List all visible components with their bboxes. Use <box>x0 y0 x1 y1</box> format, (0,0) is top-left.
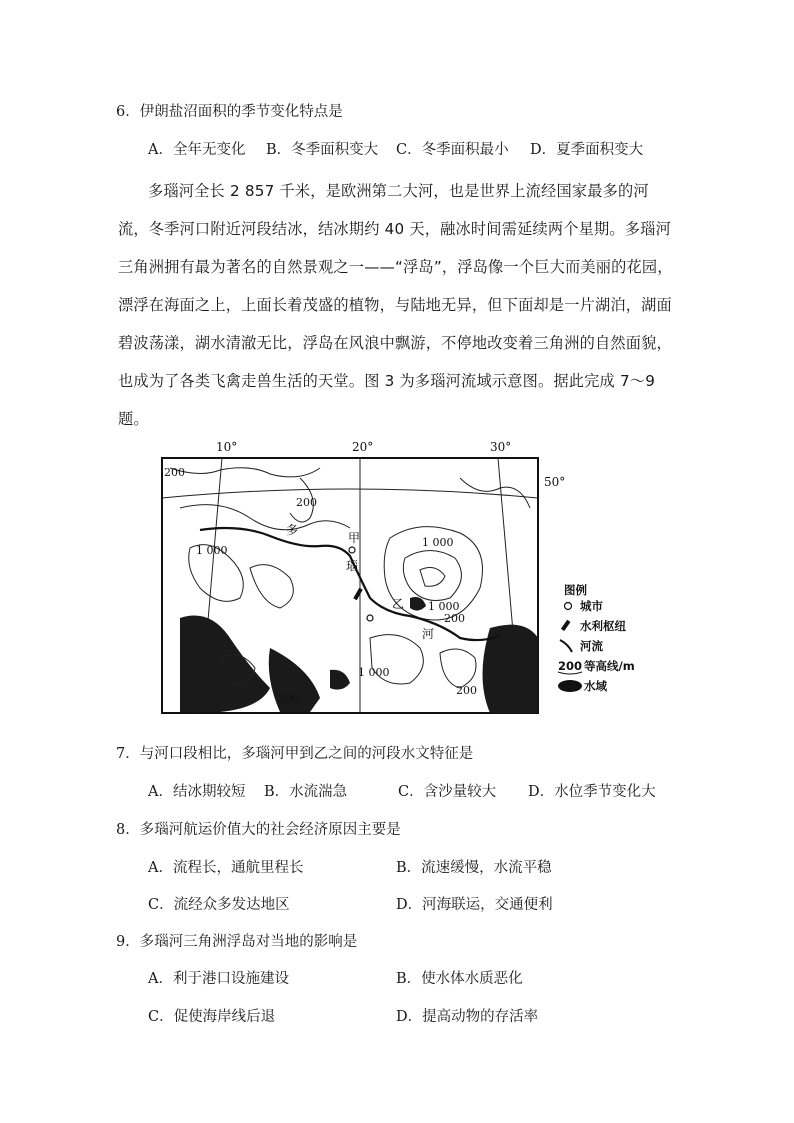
q6-option-a: A．全年无变化 <box>148 142 246 158</box>
lon-label-30: 30° <box>490 440 512 454</box>
map-legend <box>558 583 635 693</box>
q6-option-c: C．冬季面积最小 <box>396 142 509 158</box>
legend-title: 图例 <box>564 583 587 597</box>
lon-label-10: 10° <box>216 440 238 454</box>
q6-stem: 6．伊朗盐沼面积的季节变化特点是 <box>116 104 343 120</box>
legend-water: 水域 <box>584 679 607 693</box>
passage-text: 多瑙河全长 2 857 千米，是欧洲第二大河，也是世界上流经国家最多的河流，冬季河口附近河段结冰，结冰期约 40 天，融冰时间需延续两个星期。多瑙河三角洲拥有最为著名的自然景观之一——“浮岛”，浮岛像一个巨大而美丽的花园，漂浮在海面之上，上面长着茂盛的植物，与陆地无异，但下面却是一片湖泊，湖面碧波荡漾，湖水清澈无比，浮岛在风浪中飘游，不停地改变着三角洲的自然面貌，也成为了各类飞禽走兽生活的天堂。图 3 为多瑙河流域示意图。据此完成 7～9 题。 <box>118 182 673 428</box>
q8-option-d: D．河海联运，交通便利 <box>396 897 553 913</box>
q8-option-c: C．流经众多发达地区 <box>148 897 290 913</box>
legend-river: 河流 <box>580 639 603 653</box>
q6-option-d: D．夏季面积变大 <box>530 142 644 158</box>
q7-option-b: B．水流湍急 <box>264 784 348 800</box>
q8-stem: 8．多瑙河航运价值大的社会经济原因主要是 <box>116 822 401 838</box>
legend-dam: 水利枢纽 <box>580 619 626 633</box>
lon-label-20: 20° <box>352 440 374 454</box>
q8-option-b: B．流速缓慢，水流平稳 <box>396 860 552 876</box>
place-label-yi: 乙 <box>392 597 405 611</box>
contour-label: 200 <box>278 692 299 705</box>
contour-label: 1 000 <box>358 666 390 679</box>
city-marker-yi <box>367 615 373 621</box>
legend-city-icon <box>565 603 572 610</box>
legend-river-icon <box>560 640 572 652</box>
q9-stem: 9．多瑙河三角洲浮岛对当地的影响是 <box>116 934 358 950</box>
legend-water-icon <box>558 680 582 692</box>
place-label-he: 河 <box>422 627 435 641</box>
contour-label: 1 000 <box>428 600 460 613</box>
q7-option-d: D．水位季节变化大 <box>528 784 656 800</box>
contour-label: 200 <box>296 496 317 509</box>
q9-option-d: D．提高动物的存活率 <box>396 1009 539 1025</box>
q9-option-a: A．利于港口设施建设 <box>148 971 289 987</box>
danube-basin-map <box>160 438 720 720</box>
q9-option-b: B．使水体水质恶化 <box>396 971 523 987</box>
contour-label: 200 <box>164 466 185 479</box>
legend-city: 城市 <box>580 599 603 613</box>
place-label-duo: 多 <box>286 523 299 537</box>
q8-option-a: A．流程长，通航里程长 <box>148 860 304 876</box>
legend-contour: 等高线/m <box>584 659 635 673</box>
q6-option-b: B．冬季面积变大 <box>266 142 379 158</box>
contour-label: 200 <box>456 684 477 697</box>
city-marker-jia <box>349 547 355 553</box>
q7-stem: 7．与河口段相比，多瑙河甲到乙之间的河段水文特征是 <box>116 746 474 762</box>
q7-option-a: A．结冰期较短 <box>148 784 246 800</box>
legend-contour-value: 200 <box>558 659 583 673</box>
contour-label: 1 000 <box>422 536 454 549</box>
q7-option-c: C．含沙量较大 <box>398 784 497 800</box>
contour-label: 1 000 <box>196 544 228 557</box>
legend-dam-icon <box>561 620 571 631</box>
lat-label-50: 50° <box>544 475 566 489</box>
place-label-jia: 甲 <box>348 531 361 545</box>
place-label-nao: 瑙 <box>346 559 359 573</box>
q9-option-c: C．促使海岸线后退 <box>148 1009 276 1025</box>
contour-label: 200 <box>444 612 465 625</box>
